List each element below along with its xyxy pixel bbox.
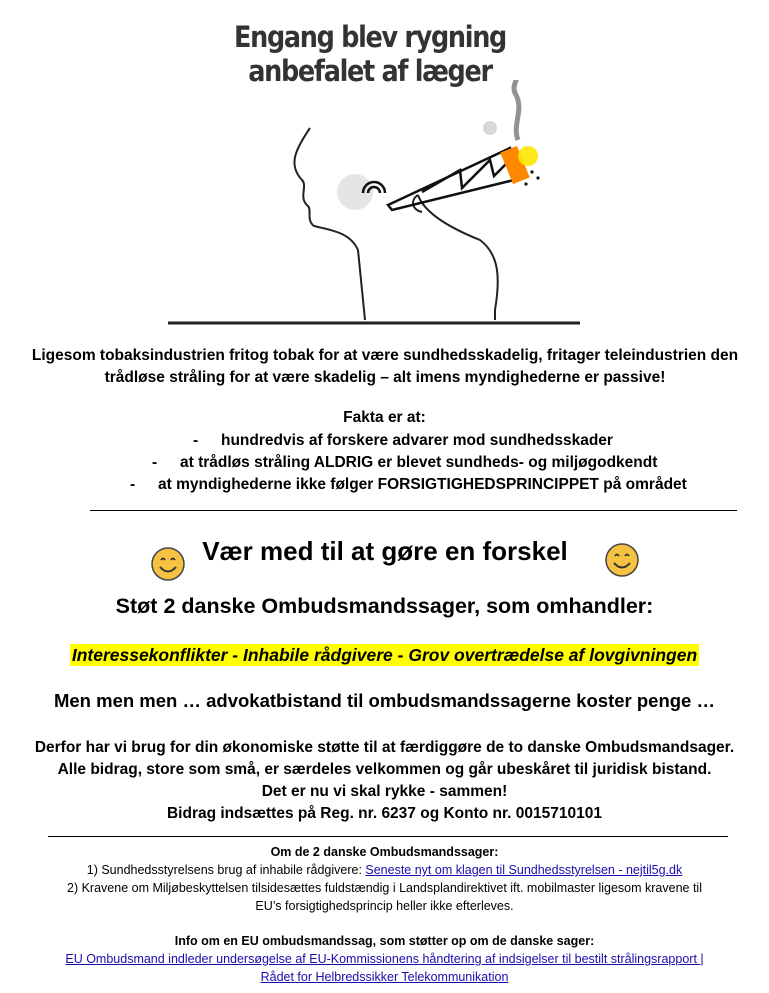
case-2-line-2: EU’s forsigtighedsprincip heller ikke efterleves. bbox=[255, 899, 514, 913]
face-profile bbox=[294, 128, 365, 320]
headline-line-2: anbefalet af læger bbox=[248, 54, 492, 88]
fact-item-3: - at myndighederne ikke følger FORSIGTIGHEDSPRINCIPPET på området bbox=[130, 474, 687, 496]
intro-paragraph: Ligesom tobaksindustrien fritog tobak for at være sundhedsskadelig, fritager teleindustrien den trådløse stråling for at være skadelig – alt imens myndighederne er passive! bbox=[31, 347, 739, 386]
appeal-line: Det er nu vi skal rykke - sammen! bbox=[261, 783, 508, 800]
eu-title: Info om en EU ombudsmandssag, som støtter op om de danske sager: bbox=[174, 934, 595, 948]
bullet-dash: - bbox=[193, 432, 199, 449]
fact-item-1: - hundredvis af forskere advarer mod sundhedsskader bbox=[193, 430, 613, 452]
bullet-dash: - bbox=[152, 454, 158, 471]
facts-title: Fakta er at: bbox=[343, 409, 426, 426]
smoke-trail bbox=[514, 80, 519, 140]
case-1-link[interactable]: Seneste nyt om klagen til Sundhedsstyrelsen - nejtil5g.dk bbox=[365, 863, 683, 877]
eu-link-line-2[interactable]: Rådet for Helbredssikker Telekommunikation bbox=[260, 970, 509, 984]
hand-outline bbox=[413, 195, 498, 320]
case-1: 1) Sundhedsstyrelsens brug af inhabile rådgivere: Seneste nyt om klagen til Sundhedsstyrelsen - nejtil5g.dk bbox=[86, 863, 683, 877]
cases-title: Om de 2 danske Ombudsmandssager: bbox=[270, 845, 499, 859]
eu-link-line-1[interactable]: EU Ombudsmand indleder undersøgelse af EU-Kommissionens håndtering af indsigelser til bestilt strålingsrapport | bbox=[65, 952, 704, 966]
cases-section bbox=[0, 843, 769, 915]
bank-details: Bidrag indsættes på Reg. nr. 6237 og Konto nr. 0015710101 bbox=[166, 805, 602, 822]
highlight-row bbox=[0, 645, 769, 666]
smoking-tower-illustration bbox=[160, 80, 590, 330]
bullet-dash: - bbox=[130, 476, 136, 493]
smoke-puff bbox=[483, 121, 497, 135]
divider-bottom bbox=[48, 836, 728, 837]
eu-section bbox=[0, 932, 769, 986]
highlighted-topics: Interessekonflikter - Inhabile rådgivere - Grov overtrædelse af lovgivningen bbox=[71, 645, 698, 665]
headline-line-1: Engang blev rygning bbox=[233, 20, 507, 54]
subheading: Støt 2 danske Ombudsmandssager, som omhandler: bbox=[115, 594, 654, 618]
appeal-line: Alle bidrag, store som små, er særdeles velkommen og går ubeskåret til juridisk bistand. bbox=[57, 761, 712, 778]
fact-item-2: - at trådløs stråling ALDRIG er blevet sundheds- og miljøgodkendt bbox=[152, 452, 657, 474]
call-to-action: Vær med til at gøre en forskel bbox=[202, 536, 568, 566]
case-2-line-1: 2) Kravene om Miljøbeskyttelsen tilsidesættes fuldstændig i Landsplandirektivet ift. mobilmaster ligesom kravene til bbox=[67, 881, 702, 895]
smiley-icon bbox=[604, 542, 640, 578]
money-note: Men men men … advokatbistand til ombudsmandssagerne koster penge … bbox=[53, 690, 715, 711]
appeal-line: Derfor har vi brug for din økonomiske støtte til at færdiggøre de to danske Ombudsmandsager. bbox=[34, 739, 735, 756]
tower-cigarette bbox=[388, 146, 540, 210]
donation-appeal bbox=[0, 737, 769, 825]
headline bbox=[212, 20, 529, 88]
divider-top bbox=[90, 510, 737, 511]
